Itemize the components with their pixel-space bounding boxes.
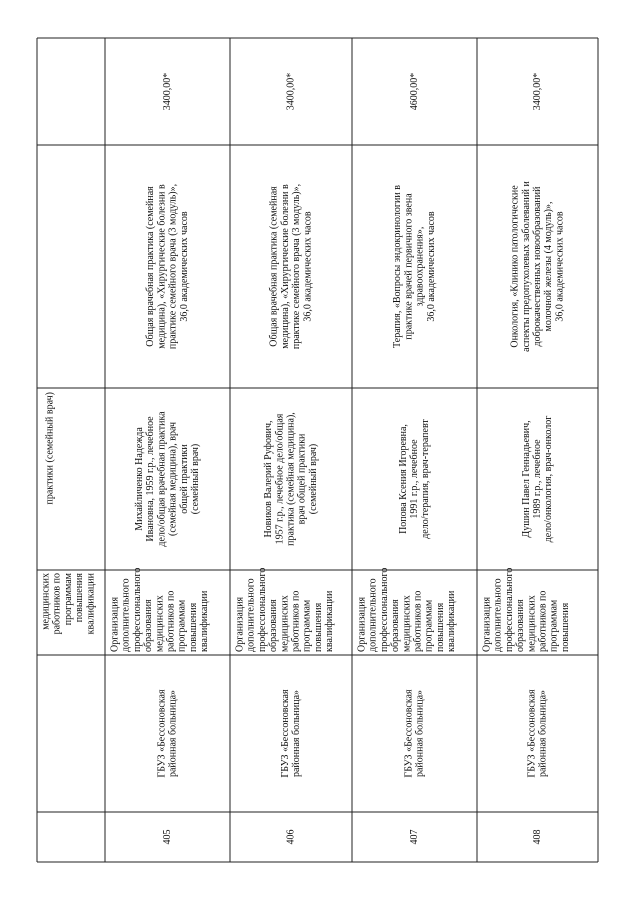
org-type-cell-line: медицинских [401,595,413,652]
program-cell-line: Терапия, «Вопросы эндокринологии в [392,185,404,348]
org-type-cell-line: образования [143,599,155,652]
program-cell-line: аспекты предопухолевых заболеваний и [520,181,532,352]
row-number-cell-line: 407 [409,829,420,845]
row-number-cell [162,830,173,845]
program-cell [392,185,437,348]
person-cell [398,419,431,539]
person-cell-line: (семейный врач) [190,443,201,515]
table-text-layer [41,73,571,845]
program-cell [145,184,190,349]
org-type-cell-line: повышения [187,602,199,652]
program-cell-line: практике врачей первичного звена [403,193,415,340]
org-type-cell-line: медицинских [526,595,538,652]
org-type-cell-line: образования [390,599,402,652]
org-type-cell-line: работников по [537,590,549,652]
person-cell-line: 1957 г.р., лечебное дело/общая [274,413,286,545]
person-cell-line: дело/терапия, врач-терапевт [420,419,432,539]
program-cell-line: практике семейного врача (3 модуль)», [167,183,179,350]
org-type-cell-line: квалификации [324,590,336,652]
price-cell [409,73,420,111]
person-cell [263,412,319,546]
program-cell-line: 36,0 академических часов [302,211,314,322]
price-cell-line: 4600,00* [409,72,420,111]
person-cell-line: Попова Ксения Игоревна, [397,424,409,534]
program-cell-line: медицина), «Хирургические болезни в [156,184,168,349]
org-type-cell [235,568,336,652]
price-cell [162,73,173,111]
price-cell-line: 3400,00* [285,72,297,111]
continued-org-type-cell-line: медицинских [40,573,52,630]
org-type-cell-line: Организация [481,596,493,652]
row-number-cell-line: 405 [162,829,173,845]
org-type-cell-line: медицинских [279,595,291,652]
program-cell-line: 36,0 академических часов [425,211,437,322]
org-type-cell-line: дополнительного [120,578,132,652]
program-cell-line: здравоохранения», [414,226,426,307]
row-number-cell [286,830,297,845]
org-type-cell-line: программам [176,599,188,652]
program-cell-line: медицина), «Хирургические болезни в [279,184,291,349]
org-type-cell [110,568,211,652]
program-cell [269,184,314,349]
institution-cell [526,689,548,778]
org-type-cell-line: программам [301,599,313,652]
org-type-cell-line: дополнительного [492,578,504,652]
program-cell-line: практике семейного врача (3 модуль)», [291,183,303,350]
person-cell-line: Новиков Валерий Руфович, [263,420,275,538]
org-type-cell-line: квалификации [199,590,211,652]
row-number-cell-line: 406 [285,829,297,845]
program-cell-line: молочной железы (4 модуль)», [543,201,555,332]
institution-cell [156,689,178,778]
person-cell-line: Душин Павел Геннадьевич, [520,420,532,538]
person-cell-line: 1989 г.р., лечебное [532,439,543,519]
price-cell-line: 3400,00* [532,72,543,111]
institution-cell-line: ГБУЗ «Бессоновская [279,689,291,778]
org-type-cell [357,568,458,652]
org-type-cell-line: профессионального [503,567,515,652]
institution-cell-line: ГБУЗ «Бессоновская [156,689,168,778]
institution-cell-line: ГБУЗ «Бессоновская [403,689,415,778]
continued-org-type-cell [41,572,97,634]
org-type-cell-line: образования [515,599,527,652]
org-type-cell-line: дополнительного [367,578,379,652]
person-cell-line: Ивановна, 1959 г.р., лечебное [145,416,157,542]
institution-cell-line: районная больница» [167,689,179,778]
institution-cell [403,689,425,778]
price-cell [286,73,297,111]
org-type-cell-line: работников по [412,590,424,652]
org-type-cell-line: программам [548,599,560,652]
org-type-cell-line: повышения [312,602,324,652]
row-number-cell [409,830,420,845]
person-cell-line: Михайличенко Надежда [134,427,145,531]
person-cell-line: практика (семейная медицина), [285,412,297,546]
program-cell-line: 36,0 академических часов [554,211,566,322]
person-cell-line: общей практики [178,444,190,514]
org-type-cell-line: повышения [434,602,446,652]
institution-cell-line: районная больница» [537,689,549,778]
org-type-cell-line: повышения [559,602,571,652]
program-cell-line: доброкачественных новообразований [532,186,543,347]
institution-cell-line: районная больница» [414,689,426,778]
program-cell [510,181,566,352]
program-cell-line: Общая врачебная практика (семейная [145,186,157,347]
org-type-cell-line: профессионального [131,567,143,652]
continued-person-cell [45,392,56,504]
person-cell [521,416,554,543]
org-type-cell-line: Организация [356,596,368,652]
org-type-cell-line: программам [423,599,435,652]
org-type-cell-line: образования [268,599,280,652]
institution-cell [280,689,302,778]
org-type-cell-line: Организация [109,596,121,652]
person-cell-line: врач общей практики [296,433,308,525]
person-cell-line: (семейный врач) [307,443,319,515]
org-type-cell-line: медицинских [154,595,166,652]
org-type-cell-line: Организация [234,596,246,652]
program-cell-line: Онкология, «Клинико патологические [509,185,521,348]
program-cell-line: Общая врачебная практика (семейная [268,186,280,347]
continued-org-type-cell-line: работников по [51,573,63,635]
org-type-cell-line: работников по [165,590,177,652]
person-cell [134,411,201,547]
continued-person-cell-line: практики (семейный врач) [44,392,56,505]
person-cell-line: дело/онкология, врач-онколог [543,415,555,543]
person-cell-line: дело/общая врачебная практика [156,411,168,547]
org-type-cell-line: профессионального [378,567,390,652]
org-type-cell-line: профессионального [256,567,268,652]
org-type-cell-line: работников по [290,590,302,652]
institution-cell-line: ГБУЗ «Бессоновская [526,689,538,778]
continued-org-type-cell-line: квалификации [85,573,97,635]
continued-org-type-cell-line: программам [62,573,74,626]
org-type-cell [482,568,571,652]
person-cell-line: 1991 г.р., лечебное [409,439,420,519]
row-number-cell-line: 408 [532,829,543,845]
price-cell [532,73,543,111]
program-cell-line: 36,0 академических часов [178,211,190,322]
continued-org-type-cell-line: повышения [74,573,86,623]
org-type-cell-line: дополнительного [245,578,257,652]
person-cell-line: (семейная медицина), врач [167,421,179,537]
institution-cell-line: районная больница» [291,689,303,778]
row-number-cell [532,830,543,845]
org-type-cell-line: квалификации [446,590,458,652]
price-cell-line: 3400,00* [162,72,173,111]
